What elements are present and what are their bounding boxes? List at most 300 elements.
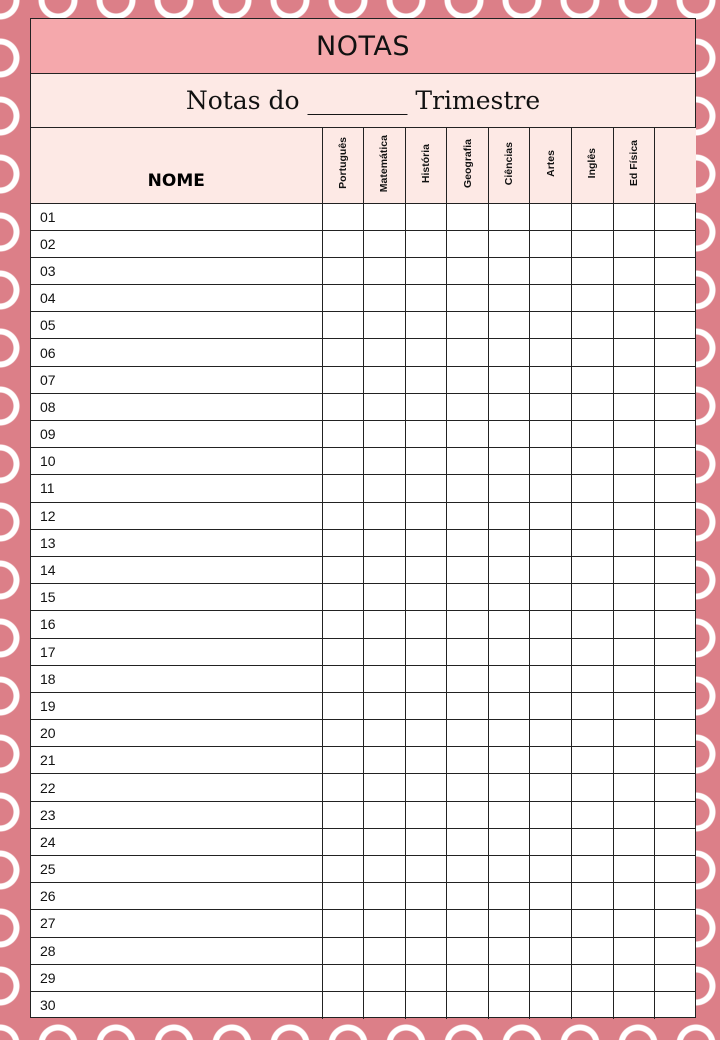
grade-cell[interactable] <box>447 828 489 855</box>
student-name-cell[interactable]: 04 <box>31 285 322 312</box>
grade-cell[interactable] <box>405 828 447 855</box>
grade-cell[interactable] <box>447 529 489 556</box>
grade-cell[interactable] <box>447 774 489 801</box>
grade-cell[interactable] <box>405 774 447 801</box>
grade-cell[interactable] <box>447 937 489 964</box>
grade-cell[interactable] <box>364 312 406 339</box>
grade-cell[interactable] <box>572 556 614 583</box>
grade-cell[interactable] <box>405 393 447 420</box>
grade-cell[interactable] <box>530 720 572 747</box>
grade-cell[interactable] <box>613 692 655 719</box>
grade-cell[interactable] <box>488 448 530 475</box>
student-name-cell[interactable]: 08 <box>31 393 322 420</box>
grade-cell[interactable] <box>364 529 406 556</box>
grade-cell[interactable] <box>488 665 530 692</box>
grade-cell[interactable] <box>613 285 655 312</box>
grade-cell[interactable] <box>572 937 614 964</box>
grade-cell[interactable] <box>488 556 530 583</box>
grade-cell[interactable] <box>655 611 697 638</box>
grade-cell[interactable] <box>655 856 697 883</box>
grade-cell[interactable] <box>405 720 447 747</box>
student-name-cell[interactable]: 02 <box>31 230 322 257</box>
grade-cell[interactable] <box>322 339 364 366</box>
grade-cell[interactable] <box>572 421 614 448</box>
grade-cell[interactable] <box>488 611 530 638</box>
grade-cell[interactable] <box>613 584 655 611</box>
grade-cell[interactable] <box>322 285 364 312</box>
grade-cell[interactable] <box>364 393 406 420</box>
grade-cell[interactable] <box>572 339 614 366</box>
grade-cell[interactable] <box>488 475 530 502</box>
grade-cell[interactable] <box>322 638 364 665</box>
grade-cell[interactable] <box>655 285 697 312</box>
grade-cell[interactable] <box>364 502 406 529</box>
grade-cell[interactable] <box>613 339 655 366</box>
grade-cell[interactable] <box>488 774 530 801</box>
grade-cell[interactable] <box>655 230 697 257</box>
grade-cell[interactable] <box>572 665 614 692</box>
grade-cell[interactable] <box>405 529 447 556</box>
grade-cell[interactable] <box>488 502 530 529</box>
grade-cell[interactable] <box>530 203 572 230</box>
grade-cell[interactable] <box>572 584 614 611</box>
grade-cell[interactable] <box>572 257 614 284</box>
grade-cell[interactable] <box>572 692 614 719</box>
grade-cell[interactable] <box>322 720 364 747</box>
grade-cell[interactable] <box>447 584 489 611</box>
grade-cell[interactable] <box>488 339 530 366</box>
grade-cell[interactable] <box>572 393 614 420</box>
grade-cell[interactable] <box>405 883 447 910</box>
grade-cell[interactable] <box>530 692 572 719</box>
grade-cell[interactable] <box>530 801 572 828</box>
grade-cell[interactable] <box>364 584 406 611</box>
grade-cell[interactable] <box>530 856 572 883</box>
grade-cell[interactable] <box>364 339 406 366</box>
grade-cell[interactable] <box>447 556 489 583</box>
grade-cell[interactable] <box>405 230 447 257</box>
student-name-cell[interactable]: 12 <box>31 502 322 529</box>
grade-cell[interactable] <box>530 448 572 475</box>
grade-cell[interactable] <box>364 203 406 230</box>
grade-cell[interactable] <box>488 393 530 420</box>
grade-cell[interactable] <box>530 910 572 937</box>
grade-cell[interactable] <box>322 665 364 692</box>
grade-cell[interactable] <box>322 203 364 230</box>
grade-cell[interactable] <box>364 747 406 774</box>
grade-cell[interactable] <box>655 774 697 801</box>
grade-cell[interactable] <box>447 285 489 312</box>
grade-cell[interactable] <box>613 883 655 910</box>
grade-cell[interactable] <box>322 856 364 883</box>
grade-cell[interactable] <box>613 448 655 475</box>
grade-cell[interactable] <box>364 720 406 747</box>
grade-cell[interactable] <box>364 801 406 828</box>
grade-cell[interactable] <box>447 720 489 747</box>
grade-cell[interactable] <box>447 665 489 692</box>
grade-cell[interactable] <box>405 556 447 583</box>
student-name-cell[interactable]: 21 <box>31 747 322 774</box>
grade-cell[interactable] <box>572 720 614 747</box>
grade-cell[interactable] <box>530 502 572 529</box>
grade-cell[interactable] <box>322 529 364 556</box>
student-name-cell[interactable]: 27 <box>31 910 322 937</box>
grade-cell[interactable] <box>488 584 530 611</box>
grade-cell[interactable] <box>572 203 614 230</box>
grade-cell[interactable] <box>655 257 697 284</box>
grade-cell[interactable] <box>405 203 447 230</box>
grade-cell[interactable] <box>447 312 489 339</box>
grade-cell[interactable] <box>613 611 655 638</box>
grade-cell[interactable] <box>447 991 489 1018</box>
grade-cell[interactable] <box>613 665 655 692</box>
grade-cell[interactable] <box>613 393 655 420</box>
grade-cell[interactable] <box>322 421 364 448</box>
grade-cell[interactable] <box>405 584 447 611</box>
grade-cell[interactable] <box>572 230 614 257</box>
grade-cell[interactable] <box>488 856 530 883</box>
grade-cell[interactable] <box>405 421 447 448</box>
grade-cell[interactable] <box>613 910 655 937</box>
grade-cell[interactable] <box>322 393 364 420</box>
grade-cell[interactable] <box>655 801 697 828</box>
grade-cell[interactable] <box>655 584 697 611</box>
grade-cell[interactable] <box>613 720 655 747</box>
grade-cell[interactable] <box>655 665 697 692</box>
grade-cell[interactable] <box>447 747 489 774</box>
grade-cell[interactable] <box>364 964 406 991</box>
grade-cell[interactable] <box>655 991 697 1018</box>
grade-cell[interactable] <box>572 883 614 910</box>
grade-cell[interactable] <box>447 692 489 719</box>
grade-cell[interactable] <box>405 747 447 774</box>
grade-cell[interactable] <box>655 529 697 556</box>
grade-cell[interactable] <box>655 964 697 991</box>
grade-cell[interactable] <box>364 856 406 883</box>
grade-cell[interactable] <box>405 502 447 529</box>
student-name-cell[interactable]: 19 <box>31 692 322 719</box>
student-name-cell[interactable]: 01 <box>31 203 322 230</box>
grade-cell[interactable] <box>572 801 614 828</box>
grade-cell[interactable] <box>530 475 572 502</box>
grade-cell[interactable] <box>572 448 614 475</box>
grade-cell[interactable] <box>322 692 364 719</box>
grade-cell[interactable] <box>405 475 447 502</box>
student-name-cell[interactable]: 05 <box>31 312 322 339</box>
grade-cell[interactable] <box>530 638 572 665</box>
grade-cell[interactable] <box>655 448 697 475</box>
grade-cell[interactable] <box>405 964 447 991</box>
grade-cell[interactable] <box>530 665 572 692</box>
grade-cell[interactable] <box>572 502 614 529</box>
grade-cell[interactable] <box>613 421 655 448</box>
grade-cell[interactable] <box>613 529 655 556</box>
student-name-cell[interactable]: 07 <box>31 366 322 393</box>
grade-cell[interactable] <box>322 828 364 855</box>
grade-cell[interactable] <box>655 937 697 964</box>
grade-cell[interactable] <box>447 910 489 937</box>
grade-cell[interactable] <box>655 692 697 719</box>
grade-cell[interactable] <box>488 285 530 312</box>
grade-cell[interactable] <box>364 937 406 964</box>
grade-cell[interactable] <box>488 692 530 719</box>
student-name-cell[interactable]: 26 <box>31 883 322 910</box>
grade-cell[interactable] <box>613 203 655 230</box>
grade-cell[interactable] <box>364 828 406 855</box>
student-name-cell[interactable]: 24 <box>31 828 322 855</box>
grade-cell[interactable] <box>613 638 655 665</box>
student-name-cell[interactable]: 09 <box>31 421 322 448</box>
grade-cell[interactable] <box>655 475 697 502</box>
student-name-cell[interactable]: 25 <box>31 856 322 883</box>
grade-cell[interactable] <box>530 529 572 556</box>
grade-cell[interactable] <box>530 366 572 393</box>
grade-cell[interactable] <box>488 910 530 937</box>
grade-cell[interactable] <box>447 475 489 502</box>
grade-cell[interactable] <box>488 937 530 964</box>
grade-cell[interactable] <box>364 611 406 638</box>
grade-cell[interactable] <box>488 747 530 774</box>
grade-cell[interactable] <box>613 502 655 529</box>
grade-cell[interactable] <box>488 203 530 230</box>
grade-cell[interactable] <box>488 964 530 991</box>
grade-cell[interactable] <box>655 502 697 529</box>
grade-cell[interactable] <box>447 638 489 665</box>
grade-cell[interactable] <box>364 883 406 910</box>
grade-cell[interactable] <box>572 475 614 502</box>
grade-cell[interactable] <box>655 638 697 665</box>
grade-cell[interactable] <box>447 393 489 420</box>
grade-cell[interactable] <box>364 475 406 502</box>
grade-cell[interactable] <box>655 828 697 855</box>
grade-cell[interactable] <box>405 856 447 883</box>
student-name-cell[interactable]: 06 <box>31 339 322 366</box>
grade-cell[interactable] <box>613 366 655 393</box>
grade-cell[interactable] <box>530 339 572 366</box>
student-name-cell[interactable]: 20 <box>31 720 322 747</box>
grade-cell[interactable] <box>322 747 364 774</box>
grade-cell[interactable] <box>447 883 489 910</box>
grade-cell[interactable] <box>405 257 447 284</box>
grade-cell[interactable] <box>405 611 447 638</box>
grade-cell[interactable] <box>530 747 572 774</box>
grade-cell[interactable] <box>447 366 489 393</box>
grade-cell[interactable] <box>613 964 655 991</box>
grade-cell[interactable] <box>405 937 447 964</box>
grade-cell[interactable] <box>613 747 655 774</box>
grade-cell[interactable] <box>322 257 364 284</box>
grade-cell[interactable] <box>613 856 655 883</box>
student-name-cell[interactable]: 17 <box>31 638 322 665</box>
grade-cell[interactable] <box>530 584 572 611</box>
grade-cell[interactable] <box>488 638 530 665</box>
grade-cell[interactable] <box>447 502 489 529</box>
student-name-cell[interactable]: 03 <box>31 257 322 284</box>
grade-cell[interactable] <box>447 801 489 828</box>
grade-cell[interactable] <box>572 991 614 1018</box>
grade-cell[interactable] <box>613 312 655 339</box>
student-name-cell[interactable]: 15 <box>31 584 322 611</box>
grade-cell[interactable] <box>613 937 655 964</box>
grade-cell[interactable] <box>655 910 697 937</box>
grade-cell[interactable] <box>572 529 614 556</box>
student-name-cell[interactable]: 18 <box>31 665 322 692</box>
grade-cell[interactable] <box>405 991 447 1018</box>
grade-cell[interactable] <box>613 230 655 257</box>
student-name-cell[interactable]: 16 <box>31 611 322 638</box>
grade-cell[interactable] <box>613 801 655 828</box>
grade-cell[interactable] <box>322 937 364 964</box>
grade-cell[interactable] <box>322 801 364 828</box>
grade-cell[interactable] <box>488 720 530 747</box>
grade-cell[interactable] <box>364 665 406 692</box>
grade-cell[interactable] <box>655 720 697 747</box>
grade-cell[interactable] <box>322 774 364 801</box>
grade-cell[interactable] <box>322 584 364 611</box>
grade-cell[interactable] <box>530 774 572 801</box>
grade-cell[interactable] <box>488 230 530 257</box>
grade-cell[interactable] <box>572 774 614 801</box>
grade-cell[interactable] <box>530 991 572 1018</box>
grade-cell[interactable] <box>572 285 614 312</box>
grade-cell[interactable] <box>488 312 530 339</box>
grade-cell[interactable] <box>488 366 530 393</box>
grade-cell[interactable] <box>488 828 530 855</box>
grade-cell[interactable] <box>405 448 447 475</box>
grade-cell[interactable] <box>530 964 572 991</box>
student-name-cell[interactable]: 30 <box>31 991 322 1018</box>
grade-cell[interactable] <box>572 856 614 883</box>
grade-cell[interactable] <box>447 964 489 991</box>
grade-cell[interactable] <box>613 475 655 502</box>
grade-cell[interactable] <box>447 257 489 284</box>
grade-cell[interactable] <box>364 421 406 448</box>
student-name-cell[interactable]: 14 <box>31 556 322 583</box>
grade-cell[interactable] <box>613 556 655 583</box>
grade-cell[interactable] <box>530 257 572 284</box>
grade-cell[interactable] <box>572 638 614 665</box>
grade-cell[interactable] <box>655 366 697 393</box>
grade-cell[interactable] <box>405 665 447 692</box>
grade-cell[interactable] <box>488 529 530 556</box>
grade-cell[interactable] <box>530 312 572 339</box>
grade-cell[interactable] <box>322 611 364 638</box>
grade-cell[interactable] <box>530 421 572 448</box>
student-name-cell[interactable]: 10 <box>31 448 322 475</box>
grade-cell[interactable] <box>572 611 614 638</box>
grade-cell[interactable] <box>364 230 406 257</box>
grade-cell[interactable] <box>447 339 489 366</box>
grade-cell[interactable] <box>322 448 364 475</box>
grade-cell[interactable] <box>572 366 614 393</box>
grade-cell[interactable] <box>364 285 406 312</box>
grade-cell[interactable] <box>364 638 406 665</box>
grade-cell[interactable] <box>447 203 489 230</box>
grade-cell[interactable] <box>405 910 447 937</box>
grade-cell[interactable] <box>655 312 697 339</box>
grade-cell[interactable] <box>488 801 530 828</box>
grade-cell[interactable] <box>613 257 655 284</box>
grade-cell[interactable] <box>322 502 364 529</box>
grade-cell[interactable] <box>655 556 697 583</box>
grade-cell[interactable] <box>364 556 406 583</box>
grade-cell[interactable] <box>530 611 572 638</box>
grade-cell[interactable] <box>447 448 489 475</box>
student-name-cell[interactable]: 28 <box>31 937 322 964</box>
grade-cell[interactable] <box>530 556 572 583</box>
grade-cell[interactable] <box>322 230 364 257</box>
grade-cell[interactable] <box>405 692 447 719</box>
grade-cell[interactable] <box>405 638 447 665</box>
grade-cell[interactable] <box>405 312 447 339</box>
grade-cell[interactable] <box>447 856 489 883</box>
grade-cell[interactable] <box>572 964 614 991</box>
grade-cell[interactable] <box>613 991 655 1018</box>
grade-cell[interactable] <box>488 257 530 284</box>
grade-cell[interactable] <box>655 203 697 230</box>
grade-cell[interactable] <box>655 339 697 366</box>
grade-cell[interactable] <box>488 883 530 910</box>
grade-cell[interactable] <box>572 747 614 774</box>
grade-cell[interactable] <box>405 285 447 312</box>
student-name-cell[interactable]: 29 <box>31 964 322 991</box>
grade-cell[interactable] <box>447 611 489 638</box>
grade-cell[interactable] <box>488 421 530 448</box>
grade-cell[interactable] <box>530 937 572 964</box>
grade-cell[interactable] <box>613 774 655 801</box>
student-name-cell[interactable]: 23 <box>31 801 322 828</box>
grade-cell[interactable] <box>364 257 406 284</box>
grade-cell[interactable] <box>572 910 614 937</box>
grade-cell[interactable] <box>655 747 697 774</box>
grade-cell[interactable] <box>613 828 655 855</box>
grade-cell[interactable] <box>405 801 447 828</box>
grade-cell[interactable] <box>364 692 406 719</box>
grade-cell[interactable] <box>322 964 364 991</box>
grade-cell[interactable] <box>572 828 614 855</box>
grade-cell[interactable] <box>322 991 364 1018</box>
grade-cell[interactable] <box>530 883 572 910</box>
grade-cell[interactable] <box>364 366 406 393</box>
grade-cell[interactable] <box>530 393 572 420</box>
grade-cell[interactable] <box>655 421 697 448</box>
grade-cell[interactable] <box>530 828 572 855</box>
student-name-cell[interactable]: 11 <box>31 475 322 502</box>
grade-cell[interactable] <box>405 366 447 393</box>
grade-cell[interactable] <box>322 883 364 910</box>
grade-cell[interactable] <box>447 230 489 257</box>
student-name-cell[interactable]: 13 <box>31 529 322 556</box>
grade-cell[interactable] <box>447 421 489 448</box>
grade-cell[interactable] <box>364 448 406 475</box>
grade-cell[interactable] <box>364 991 406 1018</box>
grade-cell[interactable] <box>322 556 364 583</box>
grade-cell[interactable] <box>322 366 364 393</box>
grade-cell[interactable] <box>572 312 614 339</box>
grade-cell[interactable] <box>530 285 572 312</box>
grade-cell[interactable] <box>655 393 697 420</box>
grade-cell[interactable] <box>322 910 364 937</box>
grade-cell[interactable] <box>322 312 364 339</box>
grade-cell[interactable] <box>322 475 364 502</box>
grade-cell[interactable] <box>364 910 406 937</box>
grade-cell[interactable] <box>405 339 447 366</box>
student-name-cell[interactable]: 22 <box>31 774 322 801</box>
grade-cell[interactable] <box>530 230 572 257</box>
grade-cell[interactable] <box>364 774 406 801</box>
grade-cell[interactable] <box>488 991 530 1018</box>
grade-cell[interactable] <box>655 883 697 910</box>
